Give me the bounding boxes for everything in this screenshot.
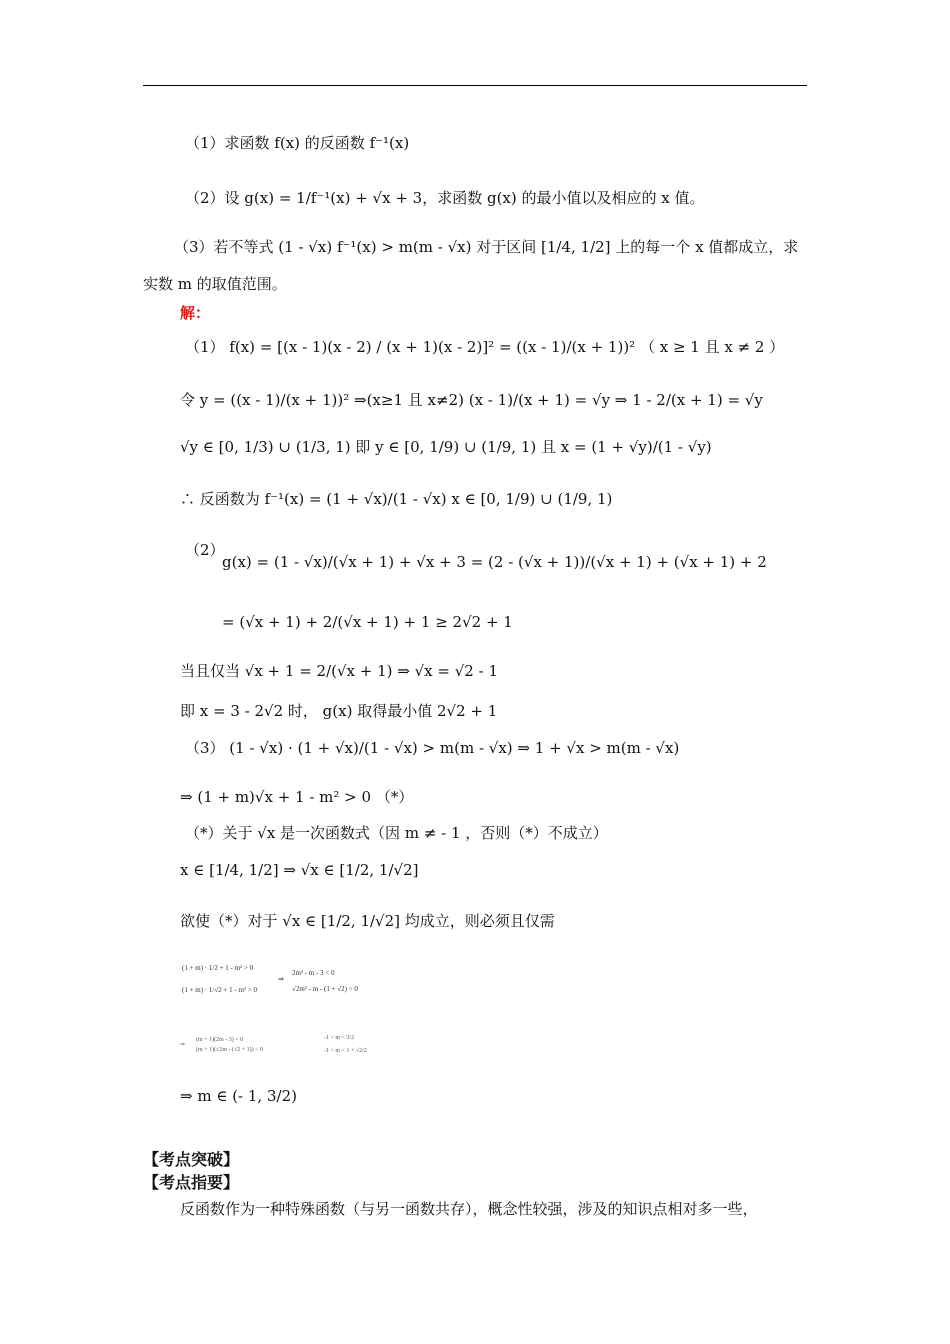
question-3-line-2: 实数 m 的取值范围。 bbox=[143, 275, 287, 293]
paragraph-1: 反函数作为一种特殊函数（与另一函数共存），概念性较强，涉及的知识点相对多一些， bbox=[180, 1200, 758, 1218]
system-2-arrow: ⇒ bbox=[180, 1042, 186, 1048]
system-1-row-2: (1 + m) · 1/√2 + 1 - m² > 0 bbox=[182, 986, 257, 994]
system-2-row-2: (m + 1)(√2m - (√2 + 1)) < 0 bbox=[196, 1047, 264, 1053]
system-1-row-4: √2m² - m - (1 + √2) < 0 bbox=[292, 985, 358, 993]
system-2-row-1: (m + 1)(2m - 3) < 0 bbox=[196, 1037, 244, 1043]
section-heading-key-points: 【考点指要】 bbox=[143, 1173, 240, 1192]
system-1-arrow: ⇒ bbox=[278, 975, 284, 983]
solution-3-line-4: x ∈ [1/4, 1/2] ⇒ √x ∈ [1/2, 1/√2] bbox=[180, 861, 419, 879]
question-2: （2）设 g(x) = 1/f⁻¹(x) + √x + 3，求函数 g(x) 的最小值以及相应的 x 值。 bbox=[185, 189, 705, 207]
solution-2-line-1: g(x) = (1 - √x)/(√x + 1) + √x + 3 = (2 - (√x + 1))/(√x + 1) + (√x + 1) + 2 bbox=[222, 553, 767, 571]
system-2-row-3: -1 < m < 3/2 bbox=[324, 1035, 355, 1041]
solution-label: 解： bbox=[180, 304, 211, 322]
solution-2-line-4: 即 x = 3 - 2√2 时， g(x) 取得最小值 2√2 + 1 bbox=[180, 702, 498, 720]
solution-3-line-5: 欲使（*）对于 √x ∈ [1/2, 1/√2] 均成立，则必须且仅需 bbox=[180, 912, 555, 930]
solution-3-line-3: （*）关于 √x 是一次函数式（因 m ≠ - 1 ，否则（*）不成立） bbox=[185, 824, 608, 842]
header-rule bbox=[143, 85, 807, 86]
solution-1-line-1: （1） f(x) = [(x - 1)(x - 2) / (x + 1)(x - 2)]² = ((x - 1)/(x + 1))² （ x ≥ 1 且 x ≠ 2 ） bbox=[185, 338, 785, 356]
solution-1-line-2: 令 y = ((x - 1)/(x + 1))² ⇒(x≥1 且 x≠2) (x - 1)/(x + 1) = √y ⇒ 1 - 2/(x + 1) = √y bbox=[180, 391, 763, 409]
solution-3-line-2: ⇒ (1 + m)√x + 1 - m² > 0 （*） bbox=[180, 788, 414, 806]
system-1-row-1: (1 + m) · 1/2 + 1 - m² > 0 bbox=[182, 964, 254, 972]
question-3-line-1: （3）若不等式 (1 - √x) f⁻¹(x) > m(m - √x) 对于区间 [1/4, 1/2] 上的每一个 x 值都成立，求 bbox=[174, 238, 799, 256]
solution-2-line-3: 当且仅当 √x + 1 = 2/(√x + 1) ⇒ √x = √2 - 1 bbox=[180, 662, 498, 680]
solution-3-line-1: （3） (1 - √x) · (1 + √x)/(1 - √x) > m(m - √x) ⇒ 1 + √x > m(m - √x) bbox=[185, 739, 680, 757]
system-2-row-4: -1 < m < 1 + √2/2 bbox=[324, 1048, 367, 1054]
solution-2-line-2: = (√x + 1) + 2/(√x + 1) + 1 ≥ 2√2 + 1 bbox=[222, 613, 513, 631]
solution-1-line-3: √y ∈ [0, 1/3) ∪ (1/3, 1) 即 y ∈ [0, 1/9) ∪ (1/9, 1) 且 x = (1 + √y)/(1 - √y) bbox=[180, 438, 712, 456]
section-heading-breakthrough: 【考点突破】 bbox=[143, 1150, 240, 1169]
solution-3-answer: ⇒ m ∈ (- 1, 3/2) bbox=[180, 1087, 297, 1105]
solution-1-line-4: ∴ 反函数为 f⁻¹(x) = (1 + √x)/(1 - √x) x ∈ [0, 1/9) ∪ (1/9, 1) bbox=[180, 490, 613, 508]
question-1: （1）求函数 f(x) 的反函数 f⁻¹(x) bbox=[185, 134, 410, 152]
solution-2-label: （2） bbox=[185, 541, 225, 559]
system-1-row-3: 2m² - m - 3 < 0 bbox=[292, 969, 335, 977]
